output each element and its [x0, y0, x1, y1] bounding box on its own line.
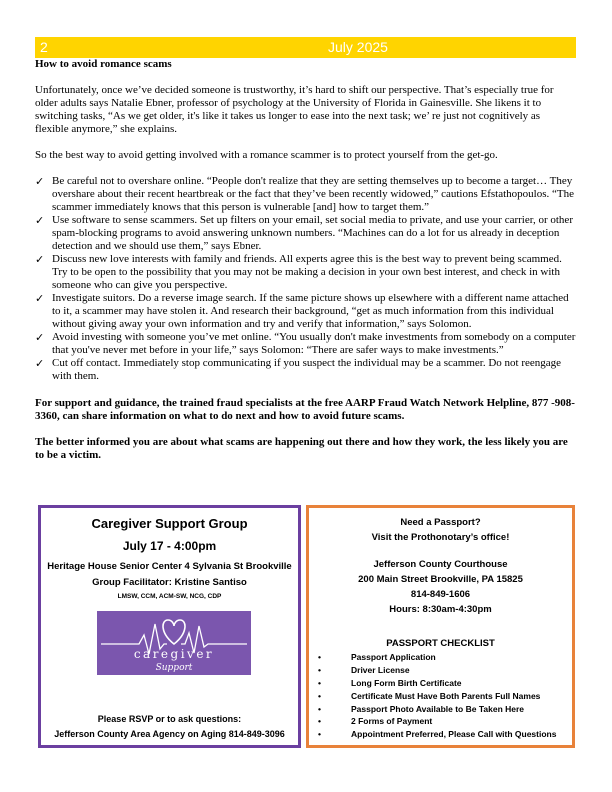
logo-word: caregiver — [133, 647, 215, 661]
tip-item — [35, 331, 576, 357]
tips-list — [35, 175, 576, 383]
caregiver-title: Caregiver Support Group — [91, 516, 248, 531]
checklist-item — [318, 715, 568, 728]
checklist-item — [318, 677, 568, 690]
article-intro: Unfortunately, once we’ve decided someone is trustworthy, it’s hard to shift our perspective. That’s especially true for older adults says Natalie Ebner, professor of psychology at the University of Florida in Gainesville. She likens it to switching tasks, “As we get older, it's like it takes us longer to ease into the next task; we’ re just not cognitively as flexible anymore,” she explains. — [35, 84, 554, 135]
bullet-icon: • — [318, 677, 321, 688]
passport-hours: Hours: 8:30am-4:30pm — [389, 604, 492, 615]
tip-item — [35, 175, 576, 214]
tip-item — [35, 253, 576, 292]
closing-paragraph: The better informed you are about what scams are happening out there and how they work, the less likely you are to be a victim. — [35, 436, 568, 461]
article-lead: So the best way to avoid getting involved with a romance scammer is to protect yourself from the get-go. — [35, 149, 498, 161]
caregiver-date: July 17 - 4:00pm — [122, 539, 217, 553]
checklist-item — [318, 728, 568, 741]
checklist-item-text: Appointment Preferred, Please Call with Questions — [351, 729, 557, 740]
checkmark-icon: ✓ — [35, 214, 45, 227]
logo-script: Support — [155, 663, 193, 673]
checkmark-icon: ✓ — [35, 292, 45, 305]
checklist-item-text: Long Form Birth Certificate — [351, 677, 462, 688]
support-paragraph: For support and guidance, the trained fraud specialists at the free AARP Fraud Watch Network Helpline, 877 -908-3360, can share information on what to do next and how to avoid future scams. — [35, 397, 575, 422]
bullet-icon: • — [318, 652, 321, 662]
header-bar — [35, 37, 576, 58]
passport-checklist-title: PASSPORT CHECKLIST — [386, 638, 495, 649]
caregiver-location: Heritage House Senior Center 4 Sylvania St Brookville — [47, 561, 292, 572]
checkmark-icon: ✓ — [35, 253, 45, 266]
page-number: 2 — [40, 39, 48, 55]
tip-text: Cut off contact. Immediately stop communicating if you suspect the individual may be a scammer. Do not reengage with them. — [52, 357, 562, 382]
bullet-icon: • — [318, 729, 321, 740]
caregiver-support-logo — [97, 611, 251, 675]
tip-item — [35, 292, 576, 331]
passport-heading: Need a Passport? — [400, 517, 481, 528]
passport-phone: 814-849-1606 — [410, 589, 471, 600]
heartbeat-heart-icon — [97, 611, 251, 675]
tip-text: Discuss new love interests with family and friends. All experts agree this is the best way to prevent being scammed. Try to be open to the possibility that you may not be making a decision in your own best interest, and check in with someone who can give you perspective. — [52, 253, 562, 291]
passport-subheading: Visit the Prothonotary’s office! — [371, 532, 510, 543]
passport-address: 200 Main Street Brookville, PA 15825 — [358, 574, 523, 585]
checklist-item — [318, 703, 568, 716]
checkmark-icon: ✓ — [35, 175, 45, 188]
bullet-icon: • — [318, 664, 321, 675]
tip-item — [35, 357, 576, 383]
caregiver-agency: Jefferson County Area Agency on Aging 814-849-3096 — [54, 729, 285, 739]
bullet-icon: • — [318, 716, 321, 727]
article — [35, 58, 576, 475]
tip-item — [35, 214, 576, 253]
checklist-item-text: Passport Application — [351, 652, 436, 662]
checkmark-icon: ✓ — [35, 357, 45, 370]
passport-checklist — [318, 651, 568, 741]
checklist-item-text: 2 Forms of Payment — [351, 716, 433, 727]
checkmark-icon: ✓ — [35, 331, 45, 344]
tip-text: Use software to sense scammers. Set up filters on your email, set social media to private, and use your carrier, or other spam-blocking programs to avoid answering unknown numbers. “Machines can do a lot for us already in deception detection and we should use them,” says Ebner. — [52, 214, 573, 252]
article-title: How to avoid romance scams — [35, 58, 172, 70]
caregiver-flyer — [38, 505, 301, 748]
passport-office: Jefferson County Courthouse — [373, 559, 508, 570]
passport-flyer — [306, 505, 575, 748]
caregiver-rsvp: Please RSVP or to ask questions: — [97, 714, 242, 724]
checklist-item — [318, 651, 568, 664]
tip-text: Be careful not to overshare online. “People don't realize that they are setting themselves up to become a target… They overshare about their recent heartbreak or the fact that they’ve been recently widowed,” cautions Efstathopoulos. “The scammer immediately knows that this person is vulnerable [and] how to target them.” — [52, 175, 574, 213]
checklist-item-text: Passport Photo Available to Be Taken Here — [351, 703, 525, 714]
tip-text: Investigate suitors. Do a reverse image search. If the same picture shows up elsewhere with a different name attached to it, a scammer may have stolen it. And research their background, “get as much information from this individual without giving away your own information and try and verify that information,” says Solomon. — [52, 292, 569, 330]
issue-date: July 2025 — [328, 39, 388, 55]
bullet-icon: • — [318, 690, 321, 701]
bullet-icon: • — [318, 703, 321, 714]
tip-text: Avoid investing with someone you’ve met online. “You usually don't make investments from somebody on a computer that you've never met before in your life,” says Solomon: “There are safer ways to make investments.” — [52, 331, 576, 356]
checklist-item — [318, 664, 568, 677]
caregiver-facilitator: Group Facilitator: Kristine Santiso — [92, 577, 247, 588]
caregiver-credentials: LMSW, CCM, ACM-SW, NCG, CDP — [117, 593, 222, 600]
checklist-item-text: Driver License — [351, 664, 410, 675]
checklist-item-text: Certificate Must Have Both Parents Full Names — [351, 690, 541, 701]
checklist-item — [318, 690, 568, 703]
